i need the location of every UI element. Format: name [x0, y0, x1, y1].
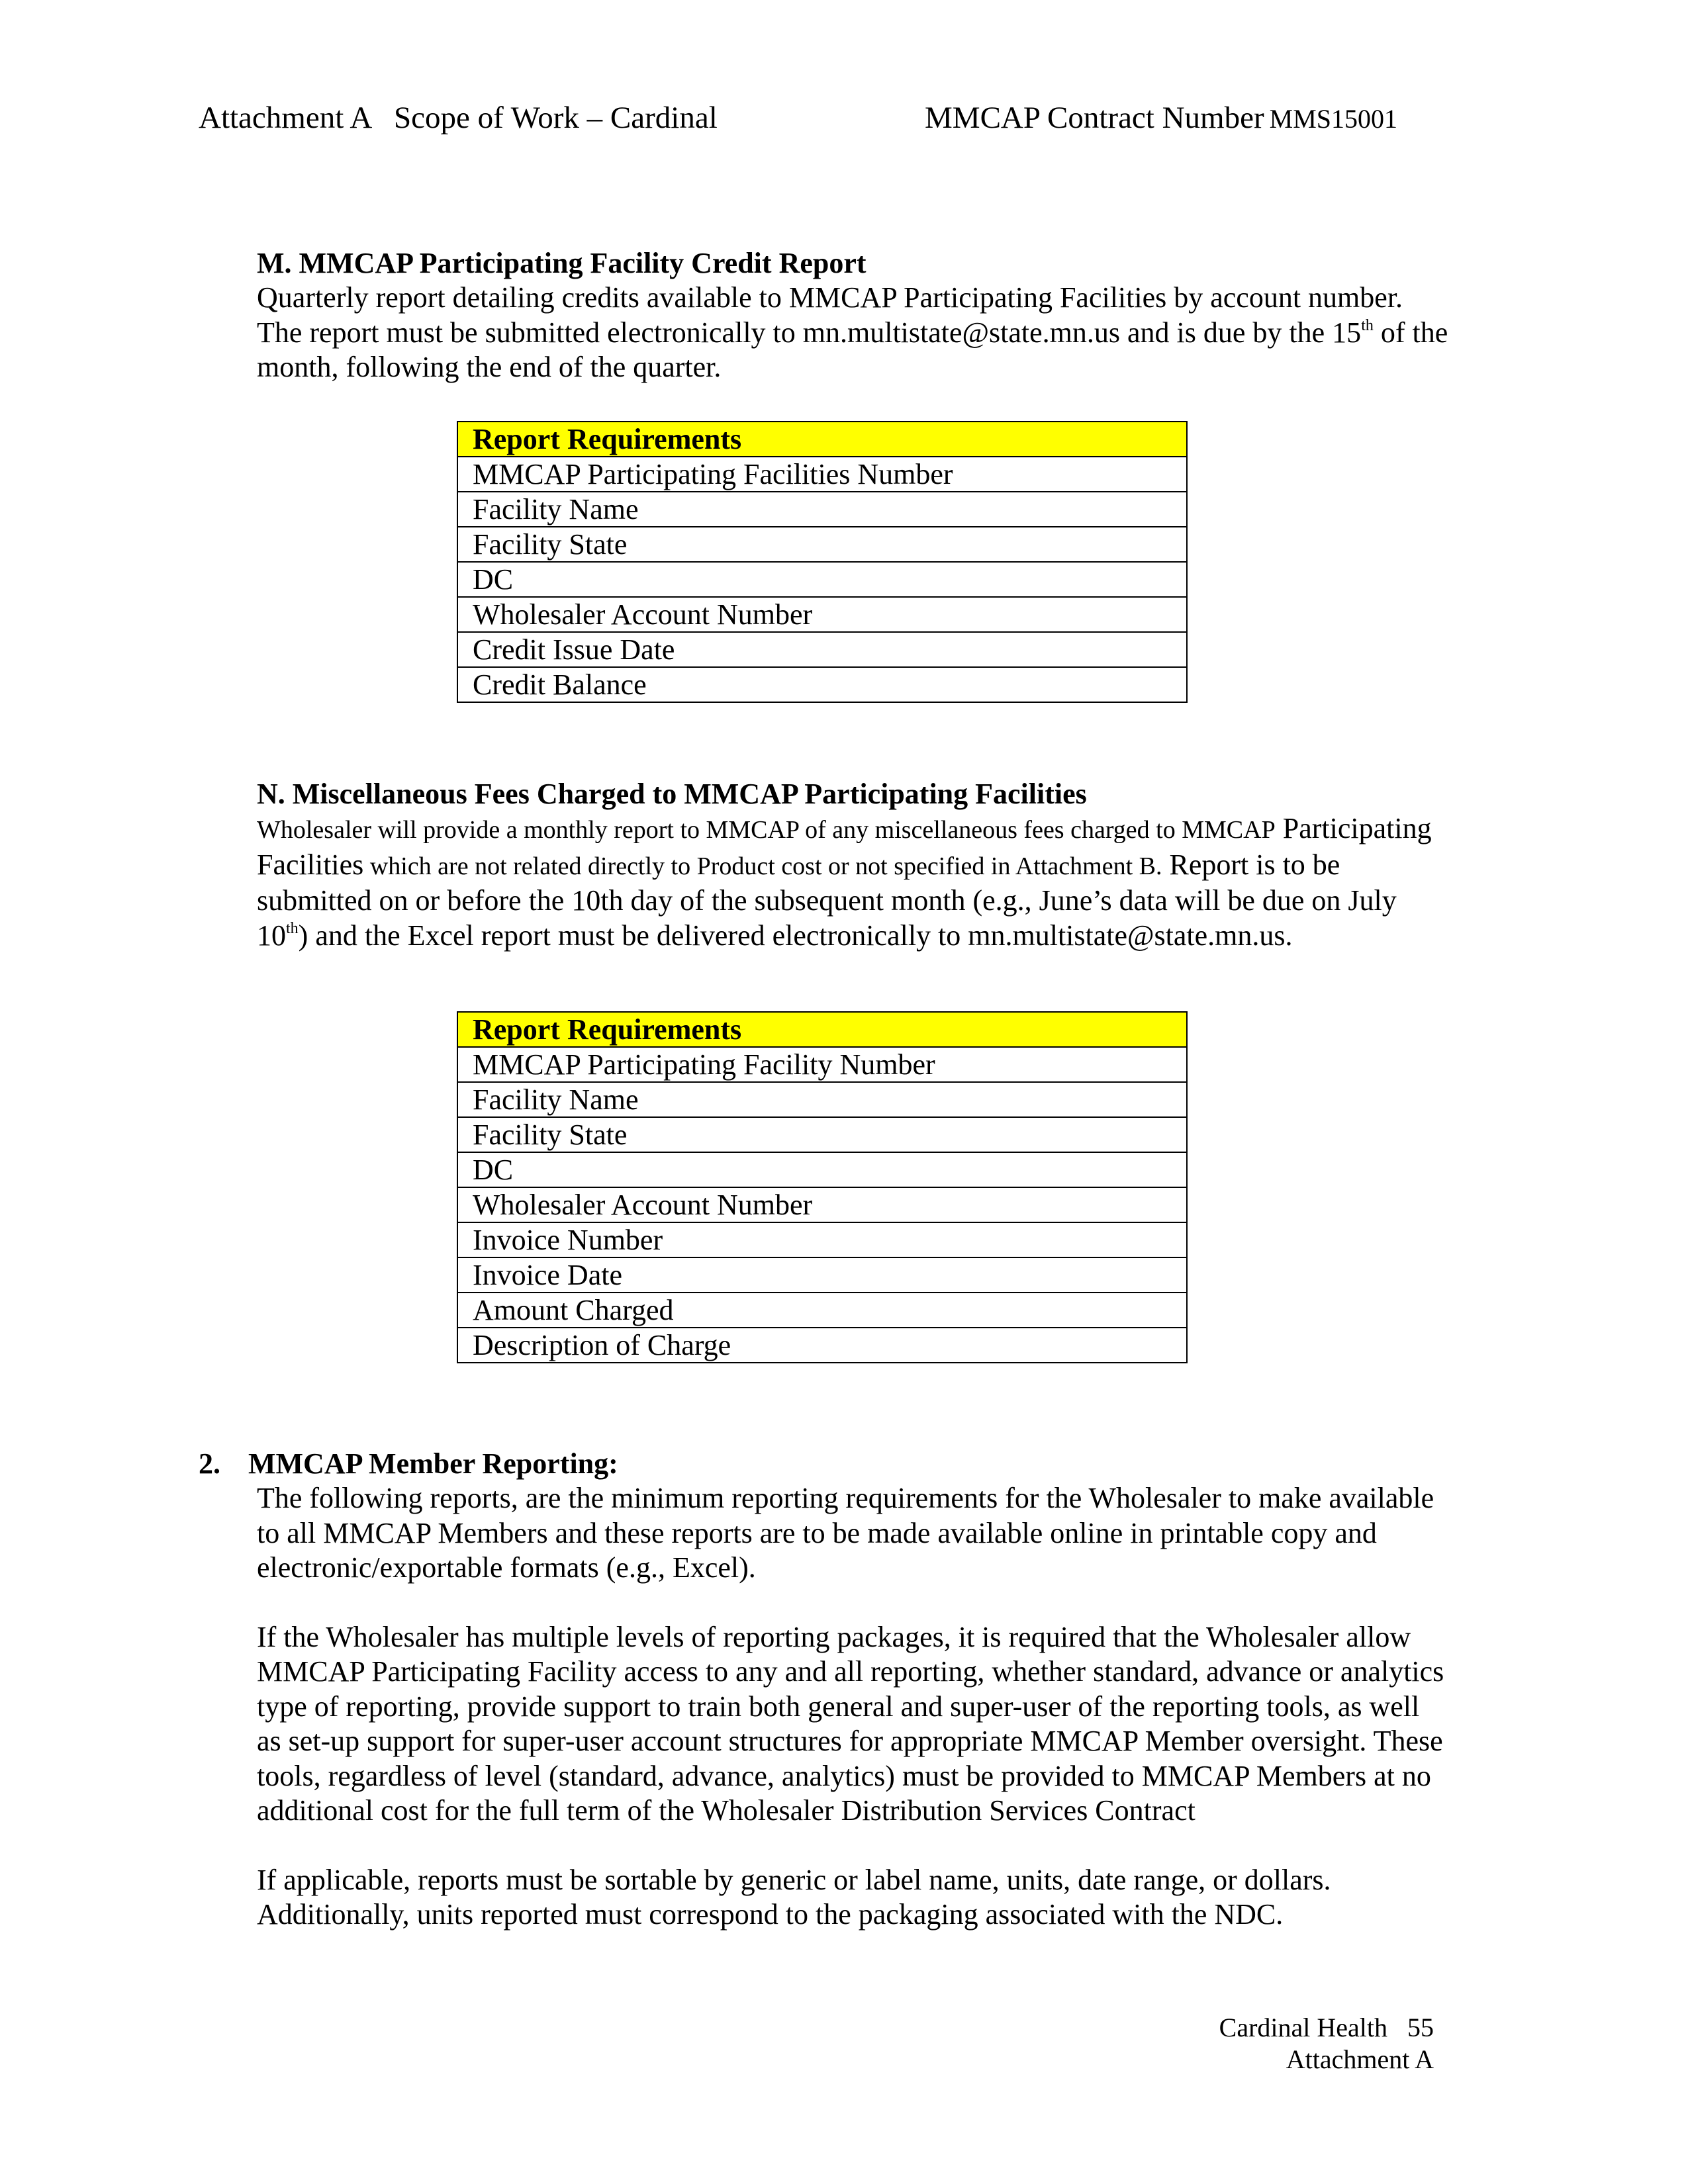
section-m-text-1: Quarterly report detailing credits available to MMCAP Participating Facilities by account number. The report must be submitted electronically to mn.multistate@state.mn.us and is due by the 15 — [257, 281, 1403, 349]
table-cell: Wholesaler Account Number — [457, 1187, 1187, 1222]
table-cell: MMCAP Participating Facilities Number — [457, 457, 1187, 492]
table-row — [457, 562, 1187, 597]
table-cell: MMCAP Participating Facility Number — [457, 1047, 1187, 1082]
page-footer — [1219, 2012, 1434, 2075]
table-cell: Description of Charge — [457, 1328, 1187, 1363]
section-n-text-small-2: which are not related directly to Product cost or not specified in Attachment B. — [363, 852, 1162, 880]
table-row — [457, 597, 1187, 632]
section-2-number: 2. — [199, 1447, 220, 1480]
section-2-paragraph-3: If applicable, reports must be sortable by generic or label name, units, date range, or dollars. Additionally, units reported must correspond to the packaging associated with the NDC. — [257, 1863, 1331, 1931]
table-row — [457, 1222, 1187, 1257]
table-cell: Wholesaler Account Number — [457, 597, 1187, 632]
table-cell: Facility Name — [457, 492, 1187, 527]
header-contract — [925, 99, 1397, 138]
section-2-paragraph-1: The following reports, are the minimum reporting requirements for the Wholesaler to make available to all MMCAP Members and these reports are to be made available online in printable copy and electronic/exportable formats (e.g., Excel). — [257, 1482, 1434, 1584]
paragraph-spacer — [199, 1829, 1450, 1863]
table-cell: Invoice Date — [457, 1257, 1187, 1293]
header-contract-number: MMS15001 — [1269, 104, 1398, 134]
section-2 — [199, 1447, 1450, 1933]
table-row — [457, 632, 1187, 667]
table-row — [457, 1047, 1187, 1082]
table-row — [457, 667, 1187, 702]
table-cell: Facility Name — [457, 1082, 1187, 1117]
table-header-cell: Report Requirements — [457, 422, 1187, 457]
section-n-superscript: th — [286, 919, 299, 937]
table-header-row — [457, 422, 1187, 457]
section-m-description — [257, 281, 1448, 385]
footer-page-number: Cardinal Health 55 — [1219, 2013, 1434, 2042]
section-m-requirements-table — [457, 421, 1188, 703]
table-header-row — [457, 1012, 1187, 1047]
section-m-title: M. MMCAP Participating Facility Credit Report — [257, 247, 867, 279]
table-header-cell: Report Requirements — [457, 1012, 1187, 1047]
section-m — [257, 246, 1448, 385]
section-2-title-text: MMCAP Member Reporting: — [248, 1447, 618, 1480]
section-n-text-small-1: Wholesaler will provide a monthly report to MMCAP of any miscellaneous fees charged to MMCAP — [257, 816, 1276, 844]
header-contract-label: MMCAP Contract Number — [925, 101, 1264, 135]
section-n-description — [257, 811, 1448, 953]
table-row — [457, 492, 1187, 527]
table-row — [457, 1328, 1187, 1363]
table-cell: Credit Issue Date — [457, 632, 1187, 667]
section-n-text-4: ) and the Excel report must be delivered electronically to mn.multistate@state.mn.us. — [298, 919, 1293, 952]
table-row — [457, 1082, 1187, 1117]
table-row — [457, 1187, 1187, 1222]
table-cell: Amount Charged — [457, 1293, 1187, 1328]
table-row — [457, 1117, 1187, 1152]
section-2-title — [199, 1447, 1450, 1481]
section-n-text-normal-1: Participating Facilities — [257, 812, 1432, 881]
table-row — [457, 1152, 1187, 1187]
table-row — [457, 457, 1187, 492]
table-cell: Credit Balance — [457, 667, 1187, 702]
section-n-title: N. Miscellaneous Fees Charged to MMCAP Participating Facilities — [257, 778, 1087, 810]
table-cell: Facility State — [457, 1117, 1187, 1152]
section-n-text-3: Report is to be submitted on or before the 10th day of the subsequent month (e.g., June’s data will be due on July 10 — [257, 848, 1397, 952]
table-row — [457, 527, 1187, 562]
table-row — [457, 1257, 1187, 1293]
header-left-title: Attachment A Scope of Work – Cardinal — [199, 101, 718, 135]
table-row — [457, 1293, 1187, 1328]
section-m-superscript: th — [1361, 316, 1374, 334]
section-n-requirements-table — [457, 1011, 1188, 1363]
table-cell: DC — [457, 1152, 1187, 1187]
section-n — [257, 777, 1448, 953]
table-cell: DC — [457, 562, 1187, 597]
section-m-text-2: of the month, following the end of the quarter. — [257, 316, 1448, 383]
section-2-paragraph-2: If the Wholesaler has multiple levels of reporting packages, it is required that the Wholesaler allow MMCAP Participating Facility access to any and all reporting, whether standard, advance or analytics type of reporting, provide support to train both general and super-user of the reporting tools, as well as set-up support for super-user account structures for appropriate MMCAP Member oversight. These tools, regardless of level (standard, advance, analytics) must be provided to MMCAP Members at no additional cost for the full term of the Wholesaler Distribution Services Contract — [257, 1620, 1444, 1827]
table-cell: Facility State — [457, 527, 1187, 562]
table-cell: Invoice Number — [457, 1222, 1187, 1257]
footer-attachment-label: Attachment A — [1286, 2044, 1434, 2074]
paragraph-spacer — [199, 1586, 1450, 1620]
